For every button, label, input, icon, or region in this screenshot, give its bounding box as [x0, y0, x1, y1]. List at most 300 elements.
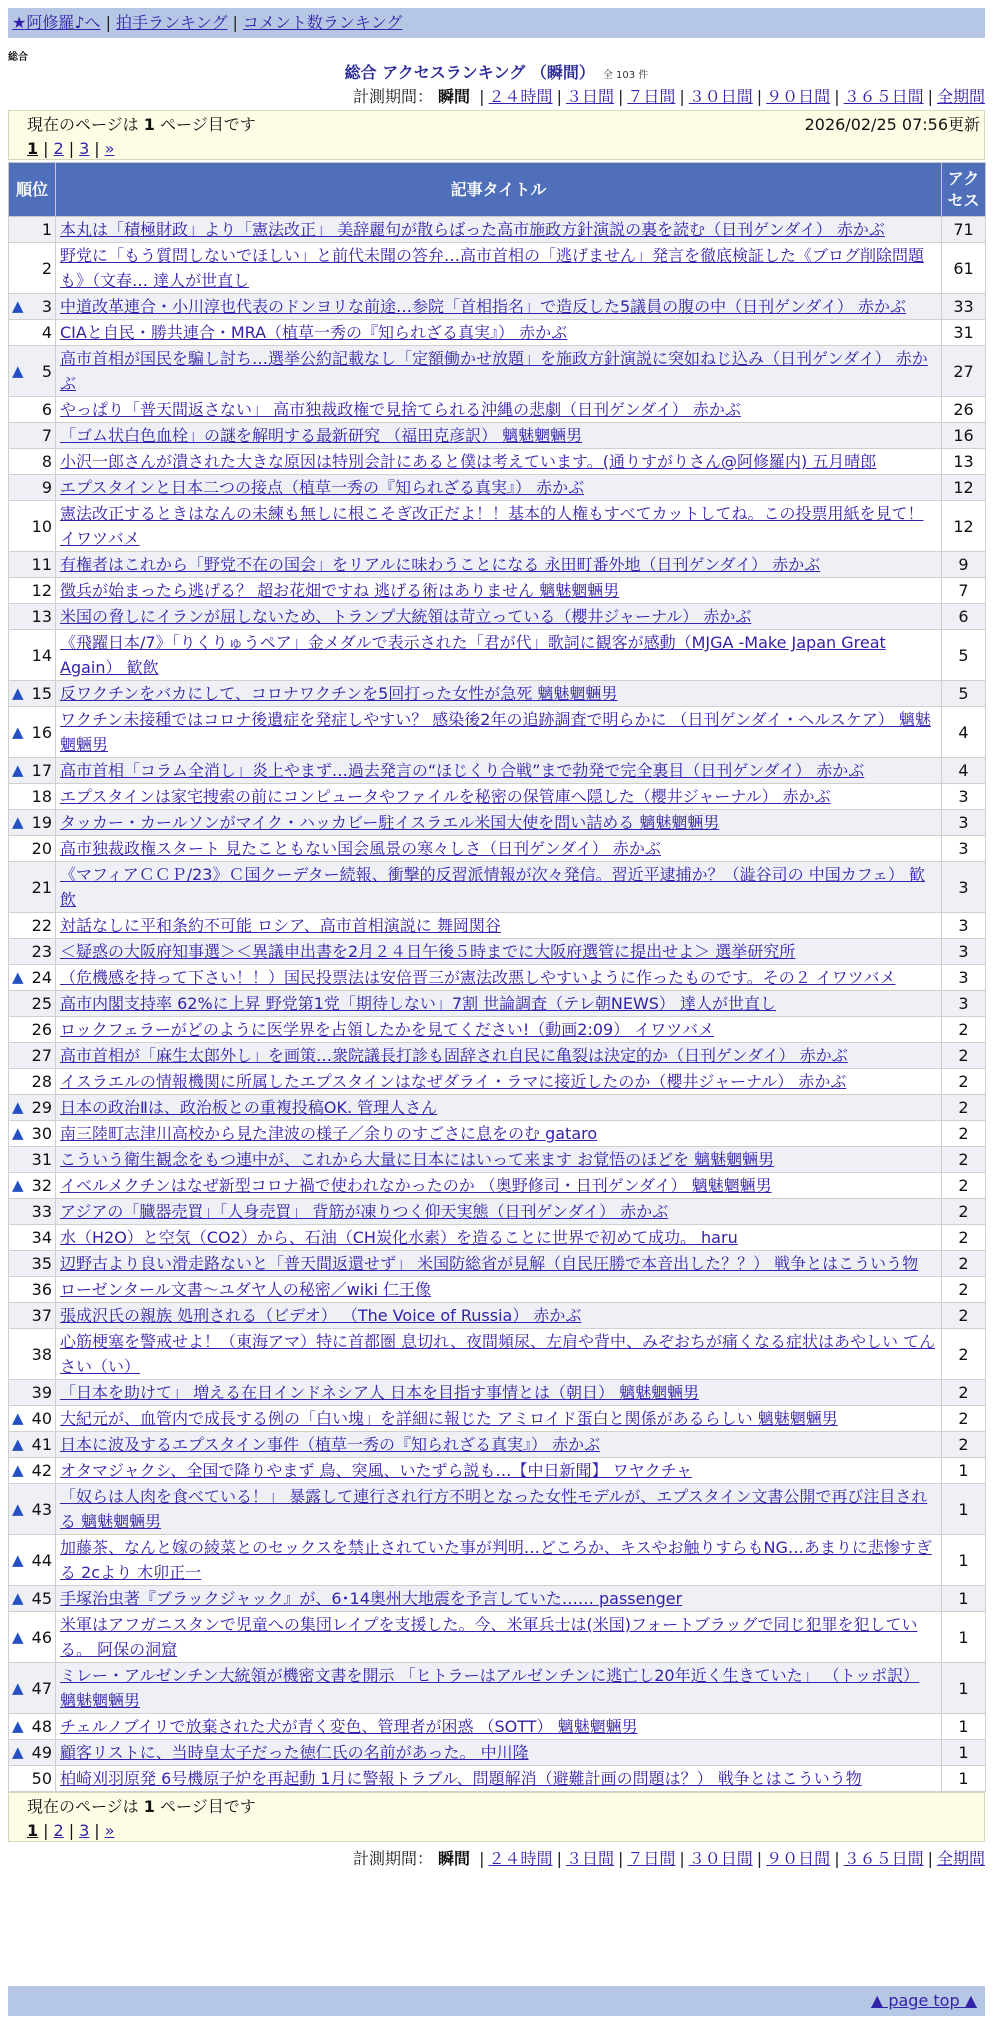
- title-cell: [56, 604, 942, 630]
- access-count: 61: [942, 243, 986, 294]
- period-option-link[interactable]: ２４時間: [488, 1849, 553, 1868]
- access-count: 3: [942, 913, 986, 939]
- rank-cell: [9, 1432, 56, 1458]
- rank-number: 26: [31, 1020, 52, 1039]
- access-count: 71: [942, 217, 986, 243]
- rank-cell: [9, 1173, 56, 1199]
- rank-up-icon: ▲: [12, 1627, 24, 1646]
- table-row: [9, 243, 986, 294]
- article-title-link[interactable]: オタマジャクシ、全国で降りやまず 鳥、突風、いたずら説も…【中日新聞】 ワヤクチャ: [60, 1461, 693, 1480]
- title-cell: [56, 1406, 942, 1432]
- table-row: [9, 1406, 986, 1432]
- title-cell: [56, 1484, 942, 1535]
- title-cell: [56, 1612, 942, 1663]
- title-cell: [56, 397, 942, 423]
- rank-cell: [9, 397, 56, 423]
- table-row: [9, 1586, 986, 1612]
- col-rank-header: 順位: [9, 163, 56, 217]
- article-title-link[interactable]: 「ゴム状白色血栓」の謎を解明する最新研究 （福田克彦訳） 魑魅魍魎男: [60, 426, 583, 445]
- rank-number: 14: [31, 645, 52, 665]
- pager-next-link[interactable]: »: [104, 139, 115, 158]
- title-cell: [56, 1329, 942, 1380]
- rank-number: 30: [31, 1124, 52, 1143]
- article-title-link[interactable]: 《飛躍日本/7》「りくりゅうペア」金メダルで表示された「君が代」歌詞に観客が感動（MJGA -Make Japan Great Again） 歓飲: [60, 633, 886, 677]
- title-cell: [56, 630, 942, 681]
- rank-number: 39: [31, 1383, 52, 1402]
- article-title-link[interactable]: 張成沢氏の親族 処刑される（ビデオ） （The Voice of Russia） 赤かぶ: [60, 1306, 582, 1325]
- table-row: [9, 397, 986, 423]
- title-cell: [56, 810, 942, 836]
- rank-number: 37: [31, 1306, 52, 1325]
- rank-cell: [9, 501, 56, 552]
- rank-cell: [9, 578, 56, 604]
- pager-page-link[interactable]: 2: [53, 1821, 64, 1840]
- article-title-link[interactable]: ローゼンタール文書〜ユダヤ人の秘密／wiki 仁王像: [60, 1280, 432, 1299]
- table-row: [9, 1329, 986, 1380]
- rank-number: 22: [31, 916, 52, 935]
- title-cell: [56, 1303, 942, 1329]
- period-selector-bottom: [353, 1848, 985, 1870]
- rank-cell: [9, 1406, 56, 1432]
- article-title-link[interactable]: こういう衛生観念をもつ連中が、これから大量に日本にはいって来ます お覚悟のほどを 魑魅魍魎男: [60, 1150, 775, 1169]
- table-row: [9, 320, 986, 346]
- title-cell: [56, 913, 942, 939]
- rank-up-icon: ▲: [12, 813, 24, 831]
- rank-number: 27: [31, 1046, 52, 1065]
- period-separator: |: [479, 1849, 485, 1868]
- col-access-header: アクセス: [942, 163, 986, 217]
- access-count: 27: [942, 346, 986, 397]
- article-title-link[interactable]: ロックフェラーがどのように医学界を占領したかを見てください!（動画2:09） イワツバメ: [60, 1020, 714, 1039]
- article-title-link[interactable]: 「日本を助けて」 増える在日インドネシア人 日本を目指す事情とは（朝日） 魑魅魍魎男: [60, 1383, 700, 1402]
- access-count: 4: [942, 707, 986, 758]
- rank-cell: [9, 784, 56, 810]
- period-option-link[interactable]: ７日間: [627, 87, 676, 106]
- rank-cell: [9, 913, 56, 939]
- title-cell: [56, 449, 942, 475]
- rank-cell: [9, 965, 56, 991]
- title-cell: [56, 578, 942, 604]
- access-count: 2: [942, 1406, 986, 1432]
- article-title-link[interactable]: 高市内閣支持率 62%に上昇 野党第1党「期待しない」7割 世論調査（テレ朝NEWS） 達人が世直し: [60, 994, 777, 1013]
- rank-cell: [9, 1663, 56, 1714]
- article-title-link[interactable]: 野党に「もう質問しないでほしい」と前代未聞の答弁…高市首相の「逃げません」発言を徹底検証した《ブログ削除問題も》（文春… 達人が世直し: [60, 246, 925, 290]
- title-cell: [56, 1121, 942, 1147]
- title-cell: [56, 217, 942, 243]
- article-title-link[interactable]: 手塚治虫著『ブラックジャック』が、6･14奥州大地震を予言していた…… passenger: [60, 1589, 683, 1608]
- period-current: 瞬間: [438, 87, 471, 106]
- access-count: 12: [942, 501, 986, 552]
- period-current: 瞬間: [438, 1849, 471, 1868]
- nav-separator: |: [232, 13, 238, 32]
- access-count: 2: [942, 1329, 986, 1380]
- table-row: [9, 1251, 986, 1277]
- table-row: [9, 1612, 986, 1663]
- pager-separator: |: [43, 139, 49, 158]
- article-title-link[interactable]: 反ワクチンをバカにして、コロナワクチンを5回打った女性が急死 魑魅魍魎男: [60, 684, 618, 703]
- rank-cell: [9, 1586, 56, 1612]
- article-title-link[interactable]: イベルメクチンはなぜ新型コロナ禍で使われなかったのか （奥野修司・日刊ゲンダイ） 魑魅魍魎男: [60, 1176, 772, 1195]
- table-row: [9, 449, 986, 475]
- pager-page-link[interactable]: 3: [79, 1821, 90, 1840]
- pager: [27, 137, 974, 161]
- rank-cell: [9, 1095, 56, 1121]
- rank-number: 7: [41, 426, 52, 445]
- rank-number: 50: [31, 1769, 52, 1788]
- rank-number: 41: [31, 1435, 52, 1454]
- rank-number: 24: [31, 968, 52, 987]
- rank-number: 44: [31, 1550, 52, 1570]
- access-count: 4: [942, 758, 986, 784]
- rank-cell: [9, 1380, 56, 1406]
- table-row: [9, 604, 986, 630]
- table-row: [9, 939, 986, 965]
- table-row: [9, 346, 986, 397]
- period-option-link[interactable]: ３０日間: [688, 1849, 753, 1868]
- article-title-link[interactable]: イスラエルの情報機関に所属したエプスタインはなぜダライ・ラマに接近したのか（櫻井ジャーナル） 赤かぶ: [60, 1072, 847, 1091]
- rank-up-icon: ▲: [12, 1499, 24, 1518]
- title-cell: [56, 501, 942, 552]
- period-option-link[interactable]: 全期間: [936, 87, 985, 106]
- rank-up-icon: ▲: [12, 1678, 24, 1697]
- article-title-link[interactable]: 加藤茶、なんと嫁の綾菜とのセックスを禁止されていた事が判明…どころか、キスやお触りすらもNG…あまりに悲惨すぎる 2cより 木卯正一: [60, 1538, 932, 1582]
- rank-cell: [9, 707, 56, 758]
- period-separator: |: [927, 87, 933, 106]
- access-count: 2: [942, 1277, 986, 1303]
- article-title-link[interactable]: 日本の政治Ⅱは、政治板との重複投稿OK. 管理人さん: [60, 1098, 438, 1117]
- article-title-link[interactable]: 本丸は「積極財政」より「憲法改正」 美辞麗句が散らばった高市施政方針演説の裏を読む（日刊ゲンダイ） 赤かぶ: [60, 220, 885, 239]
- table-row: [9, 1277, 986, 1303]
- rank-cell: [9, 1535, 56, 1586]
- article-title-link[interactable]: ミレー・アルゼンチン大統領が機密文書を開示 「ヒトラーはアルゼンチンに逃亡し20年近く生きていた」 （トッポ訳） 魑魅魍魎男: [60, 1666, 920, 1710]
- article-title-link[interactable]: 高市首相が「麻生太郎外し」を画策…衆院議長打診も固辞され自民に亀裂は決定的か（日刊ゲンダイ） 赤かぶ: [60, 1046, 848, 1065]
- article-title-link[interactable]: 日本に波及するエプスタイン事件（植草一秀の『知られざる真実』） 赤かぶ: [60, 1435, 601, 1454]
- access-count: 33: [942, 294, 986, 320]
- rank-up-icon: ▲: [12, 968, 24, 986]
- page-status: 現在のページは 1 ページ目です: [27, 115, 256, 134]
- table-row: [9, 423, 986, 449]
- access-count: 3: [942, 810, 986, 836]
- table-row: [9, 862, 986, 913]
- title-cell: [56, 707, 942, 758]
- rank-number: 11: [31, 555, 52, 574]
- access-count: 5: [942, 681, 986, 707]
- rank-cell: [9, 991, 56, 1017]
- rank-number: 48: [31, 1717, 52, 1736]
- period-option-link[interactable]: 全期間: [936, 1849, 985, 1868]
- rank-number: 35: [31, 1254, 52, 1273]
- article-title-link[interactable]: 高市首相「コラム全消し」炎上やまず…過去発言の“ほじくり合戦”まで勃発で完全裏目（日刊ゲンダイ） 赤かぶ: [60, 761, 865, 780]
- access-count: 3: [942, 836, 986, 862]
- title-cell: [56, 1251, 942, 1277]
- title-cell: [56, 1458, 942, 1484]
- article-title-link[interactable]: 心筋梗塞を警戒せよ！（東海アマ）特に首都圏 息切れ、夜間頻尿、左肩や背中、みぞおちが痛くなる症状はあやしい てんさい（い）: [60, 1332, 936, 1376]
- title-cell: [56, 965, 942, 991]
- period-option-link[interactable]: ７日間: [627, 1849, 676, 1868]
- nav-separator: |: [105, 13, 111, 32]
- rank-number: 21: [31, 877, 52, 897]
- rank-number: 49: [31, 1743, 52, 1762]
- page-status-box-top: [8, 110, 985, 160]
- rank-up-icon: ▲: [12, 1124, 24, 1142]
- title-cell: [56, 294, 942, 320]
- access-count: 1: [942, 1484, 986, 1535]
- pager-separator: |: [68, 1821, 75, 1840]
- rank-cell: [9, 836, 56, 862]
- rank-up-icon: ▲: [12, 1461, 24, 1479]
- rank-number: 25: [31, 994, 52, 1013]
- home-link[interactable]: ★阿修羅♪へ: [12, 13, 101, 32]
- table-row: [9, 913, 986, 939]
- table-row: [9, 1303, 986, 1329]
- article-title-link[interactable]: 辺野古より良い滑走路ないと「普天間返還せず」 米国防総省が見解（自民圧勝で本音出した？？） 戦争とはこういう物: [60, 1254, 919, 1273]
- rank-cell: [9, 294, 56, 320]
- article-title-link[interactable]: やっぱり「普天間返さない」 高市独裁政権で見捨てられる沖縄の悲劇（日刊ゲンダイ） 赤かぶ: [60, 400, 741, 419]
- title-cell: [56, 681, 942, 707]
- rank-cell: [9, 1199, 56, 1225]
- rank-up-icon: ▲: [12, 1176, 24, 1194]
- table-row: [9, 1663, 986, 1714]
- article-title-link[interactable]: 小沢一郎さんが潰された大きな原因は特別会計にあると僕は考えています。(通りすがりさん@阿修羅内) 五月晴郎: [60, 452, 877, 471]
- rank-number: 8: [41, 452, 52, 471]
- rank-up-icon: ▲: [12, 297, 24, 315]
- title-cell: [56, 1586, 942, 1612]
- page-top-link[interactable]: ▲ page top ▲: [870, 1991, 977, 2010]
- access-count: 2: [942, 1303, 986, 1329]
- rank-number: 18: [31, 787, 52, 806]
- article-title-link[interactable]: 対話なしに平和条約不可能 ロシア、高市首相演説に 舞岡関谷: [60, 916, 501, 935]
- rank-cell: [9, 552, 56, 578]
- title-cell: [56, 1147, 942, 1173]
- period-separator: |: [556, 1849, 562, 1868]
- article-title-link[interactable]: 有権者はこれから「野党不在の国会」をリアルに味わうことになる 永田町番外地（日刊ゲンダイ） 赤かぶ: [60, 555, 821, 574]
- rank-cell: [9, 1277, 56, 1303]
- rank-cell: [9, 1121, 56, 1147]
- clap-ranking-link[interactable]: 拍手ランキング: [115, 13, 228, 32]
- access-count: 3: [942, 784, 986, 810]
- period-separator: |: [617, 87, 624, 106]
- title-cell: [56, 1766, 942, 1792]
- pager-page-link[interactable]: 3: [79, 139, 90, 158]
- title-cell: [56, 939, 942, 965]
- article-title-link[interactable]: 米国の脅しにイランが屈しないため、トランプ大統領は苛立っている（櫻井ジャーナル） 赤かぶ: [60, 607, 752, 626]
- period-label: 計測期間：: [352, 87, 433, 106]
- table-row: [9, 681, 986, 707]
- table-row: [9, 1017, 986, 1043]
- rank-cell: [9, 1612, 56, 1663]
- article-title-link[interactable]: エプスタインは家宅捜索の前にコンピュータやファイルを秘密の保管庫へ隠した（櫻井ジャーナル） 赤かぶ: [60, 787, 831, 806]
- rank-number: 42: [31, 1461, 52, 1480]
- period-option-link[interactable]: ３０日間: [688, 87, 753, 106]
- rank-number: 28: [31, 1072, 52, 1091]
- article-title-link[interactable]: タッカー・カールソンがマイク・ハッカビー駐イスラエル米国大使を問い詰める 魑魅魍魎男: [60, 813, 720, 832]
- period-separator: |: [834, 87, 840, 106]
- table-row: [9, 810, 986, 836]
- rank-cell: [9, 630, 56, 681]
- article-title-link[interactable]: 中道改革連合・小川淳也代表のドンヨリな前途…参院「首相指名」で造反した5議員の腹の中（日刊ゲンダイ） 赤かぶ: [60, 297, 906, 316]
- rank-up-icon: ▲: [12, 722, 24, 741]
- title-cell: [56, 1173, 942, 1199]
- rank-cell: [9, 604, 56, 630]
- article-title-link[interactable]: チェルノブイリで放棄された犬が青く変色、管理者が困惑 （SOTT） 魑魅魍魎男: [60, 1717, 638, 1736]
- access-count: 2: [942, 1069, 986, 1095]
- article-title-link[interactable]: 高市独裁政権スタート 見たこともない国会風景の寒々しさ（日刊ゲンダイ） 赤かぶ: [60, 839, 661, 858]
- table-row: [9, 965, 986, 991]
- period-separator: |: [679, 87, 685, 106]
- period-option-link[interactable]: ３６５日間: [843, 1849, 924, 1868]
- rank-number: 6: [41, 400, 52, 419]
- article-title-link[interactable]: アジアの「臓器売買」「人身売買」 背筋が凍りつく仰天実態（日刊ゲンダイ） 赤かぶ: [60, 1202, 669, 1221]
- table-row: [9, 1458, 986, 1484]
- article-title-link[interactable]: （危機感を持って下さい！！）国民投票法は安倍晋三が憲法改悪しやすいように作ったものです。その２ イワツバメ: [60, 968, 896, 987]
- title-cell: [56, 1277, 942, 1303]
- rank-cell: [9, 810, 56, 836]
- table-row: [9, 501, 986, 552]
- bottom-bar: [8, 1986, 985, 2016]
- table-row: [9, 1484, 986, 1535]
- pager-separator: |: [68, 139, 75, 158]
- rank-number: 12: [31, 581, 52, 600]
- access-count: 2: [942, 1121, 986, 1147]
- rank-cell: [9, 1017, 56, 1043]
- access-count: 1: [942, 1714, 986, 1740]
- col-title-header: 記事タイトル: [56, 163, 942, 217]
- article-title-link[interactable]: 米軍はアフガニスタンで児童への集団レイプを支援した。今、米軍兵士は(米国)フォートブラッグで同じ犯罪を犯している。 阿保の洞窟: [60, 1615, 918, 1659]
- rank-number: 46: [31, 1627, 52, 1647]
- pager-current: 1: [27, 139, 39, 158]
- access-count: 5: [942, 630, 986, 681]
- access-count: 1: [942, 1612, 986, 1663]
- article-title-link[interactable]: 水（H2O）と空気（CO2）から、石油（CH炭化水素）を造ることに世界で初めて成功。 haru: [60, 1228, 738, 1247]
- rank-number: 5: [41, 361, 52, 381]
- table-row: [9, 1766, 986, 1792]
- table-row: [9, 1043, 986, 1069]
- rank-number: 10: [31, 516, 52, 536]
- article-title-link[interactable]: 憲法改正するときはなんの未練も無しに根こそぎ改正だよ！！基本的人権もすべてカットしてね。この投票用紙を見て！ イワツバメ: [60, 504, 924, 548]
- access-count: 7: [942, 578, 986, 604]
- rank-number: 29: [31, 1098, 52, 1117]
- article-title-link[interactable]: ＜疑惑の大阪府知事選＞＜異議申出書を2月２４日午後５時までに大阪府選管に提出せよ＞ 選挙研究所: [60, 942, 796, 961]
- article-title-link[interactable]: 柏崎刈羽原発 6号機原子炉を再起動 1月に警報トラブル、問題解消（避難計画の問題は？） 戦争とはこういう物: [60, 1769, 862, 1788]
- access-count: 1: [942, 1740, 986, 1766]
- page-status: 現在のページは 1 ページ目です: [27, 1797, 256, 1816]
- table-row: [9, 1535, 986, 1586]
- period-option-link[interactable]: ９０日間: [766, 1849, 831, 1868]
- table-row: [9, 630, 986, 681]
- title-cell: [56, 1740, 942, 1766]
- article-title-link[interactable]: 《マフィアＣＣＰ/23》Ｃ国クーデター続報、衝撃的反習派情報が次々発信。習近平逮捕か？（澁谷司の 中国カフェ） 歓飲: [60, 865, 926, 909]
- access-count: 2: [942, 1251, 986, 1277]
- table-row: [9, 552, 986, 578]
- period-option-link[interactable]: ２４時間: [488, 87, 553, 106]
- table-row: [9, 217, 986, 243]
- title-cell: [56, 1663, 942, 1714]
- rank-cell: [9, 1069, 56, 1095]
- period-separator: |: [756, 1849, 763, 1868]
- access-count: 1: [942, 1586, 986, 1612]
- period-separator: |: [556, 87, 562, 106]
- period-selector-top: [353, 86, 985, 108]
- rank-cell: [9, 243, 56, 294]
- title-cell: [56, 758, 942, 784]
- rank-cell: [9, 862, 56, 913]
- article-title-link[interactable]: 顧客リストに、当時皇太子だった徳仁氏の名前があった。 中川隆: [60, 1743, 529, 1762]
- article-title-link[interactable]: 「奴らは人肉を食べている！」 暴露して連行され行方不明となった女性モデルが、エプスタイン文書公開で再び注目される 魑魅魍魎男: [60, 1487, 928, 1531]
- access-count: 2: [942, 1017, 986, 1043]
- comment-ranking-link[interactable]: コメント数ランキング: [242, 13, 403, 32]
- title-cell: [56, 346, 942, 397]
- pager-page-link[interactable]: 2: [53, 139, 64, 158]
- table-row: [9, 475, 986, 501]
- period-separator: |: [756, 87, 763, 106]
- rank-number: 4: [41, 323, 52, 342]
- rank-cell: [9, 1766, 56, 1792]
- period-option-link[interactable]: ３日間: [565, 1849, 614, 1868]
- title-cell: [56, 320, 942, 346]
- period-option-link[interactable]: ３日間: [565, 87, 614, 106]
- period-options: [475, 1849, 985, 1868]
- table-row: [9, 707, 986, 758]
- access-count: 12: [942, 475, 986, 501]
- table-row: [9, 1121, 986, 1147]
- article-title-link[interactable]: エプスタインと日本二つの接点（植草一秀の『知られざる真実』） 赤かぶ: [60, 478, 585, 497]
- access-count: 2: [942, 1225, 986, 1251]
- period-separator: |: [479, 87, 485, 106]
- title-cell: [56, 1017, 942, 1043]
- access-count: 13: [942, 449, 986, 475]
- period-option-link[interactable]: ９０日間: [766, 87, 831, 106]
- access-count: 2: [942, 1043, 986, 1069]
- pager-next-link[interactable]: »: [104, 1821, 115, 1840]
- article-title-link[interactable]: 大紀元が、血管内で成長する例の「白い塊」を詳細に報じた アミロイド蛋白と関係があるらしい 魑魅魍魎男: [60, 1409, 838, 1428]
- table-row: [9, 578, 986, 604]
- table-row: [9, 294, 986, 320]
- rank-number: 38: [31, 1344, 52, 1364]
- table-row: [9, 1095, 986, 1121]
- pager-separator: |: [43, 1821, 49, 1840]
- access-count: 1: [942, 1663, 986, 1714]
- rank-number: 19: [31, 813, 52, 832]
- rank-number: 40: [31, 1409, 52, 1428]
- rank-up-icon: ▲: [12, 361, 24, 380]
- rank-up-icon: ▲: [12, 1589, 24, 1607]
- access-count: 2: [942, 1380, 986, 1406]
- title-cell: [56, 1095, 942, 1121]
- rank-cell: [9, 1740, 56, 1766]
- access-count: 3: [942, 965, 986, 991]
- table-row: [9, 1380, 986, 1406]
- title-cell: [56, 991, 942, 1017]
- title-cell: [56, 243, 942, 294]
- title-cell: [56, 552, 942, 578]
- article-title-link[interactable]: 南三陸町志津川高校から見た津波の様子／余りのすごさに息をのむ gataro: [60, 1124, 598, 1143]
- period-option-link[interactable]: ３６５日間: [843, 87, 924, 106]
- article-title-link[interactable]: 徴兵が始まったら逃げる？ 超お花畑ですね 逃げる術はありません 魑魅魍魎男: [60, 581, 620, 600]
- access-count: 31: [942, 320, 986, 346]
- title-cell: [56, 1535, 942, 1586]
- rank-up-icon: ▲: [12, 1409, 24, 1427]
- article-title-link[interactable]: 高市首相が国民を騙し討ち…選挙公約記載なし「定額働かせ放題」を施政方針演説に突如ねじ込み（日刊ゲンダイ） 赤かぶ: [60, 349, 928, 393]
- article-title-link[interactable]: ワクチン未接種ではコロナ後遺症を発症しやすい？ 感染後2年の追跡調査で明らかに （日刊ゲンダイ・ヘルスケア） 魑魅魍魎男: [60, 710, 931, 754]
- access-count: 1: [942, 1535, 986, 1586]
- rank-number: 45: [31, 1589, 52, 1608]
- article-title-link[interactable]: CIAと自民・勝共連合・MRA（植草一秀の『知られざる真実』） 赤かぶ: [60, 323, 568, 342]
- updated-time: 2026/02/25 07:56更新: [804, 115, 980, 134]
- access-count: 2: [942, 1095, 986, 1121]
- table-row: [9, 1069, 986, 1095]
- access-count: 16: [942, 423, 986, 449]
- rank-number: 2: [41, 258, 52, 278]
